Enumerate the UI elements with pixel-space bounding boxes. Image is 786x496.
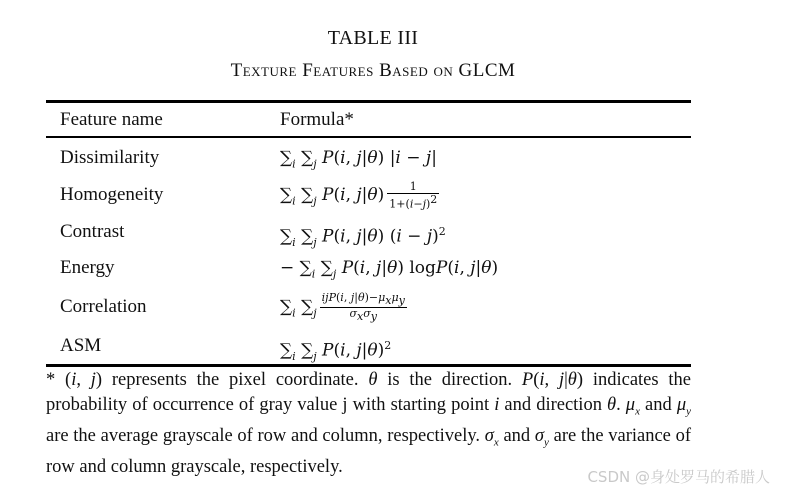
feature-formula: $\sum_i$ $\sum_j$ $\frac{ijP(i, j|\theta)-\mu_x\mu_y}{\sigma_x\sigma_y}$	[280, 291, 405, 324]
table-row	[0, 331, 746, 364]
feature-name: Contrast	[60, 221, 125, 242]
feature-name: ASM	[60, 335, 102, 356]
feature-name: Correlation	[60, 296, 147, 317]
feature-name: Energy	[60, 257, 115, 278]
csdn-watermark: CSDN @身处罗马的希腊人	[587, 468, 770, 486]
table-row	[0, 217, 746, 250]
header-formula: Formula*	[280, 109, 354, 130]
feature-formula: − $\sum_i$ $\sum_j$ P(i, j|θ) logP(i, j|θ)	[280, 258, 499, 281]
table-row	[0, 253, 746, 283]
top-rule	[46, 100, 691, 103]
feature-name: Homogeneity	[60, 184, 164, 205]
bottom-rule	[46, 364, 691, 367]
feature-formula: $\sum_i$ $\sum_j$ P(i, j|θ) $\frac{1}{1+(i-j)^2}$	[280, 179, 438, 211]
feature-formula: $\sum_i$ $\sum_j$ P(i, j|θ) |i − j|	[280, 148, 437, 171]
header-rule	[46, 136, 691, 138]
feature-formula: $\sum_i$ $\sum_j$ P(i, j|θ) $(i - j)^2$	[280, 225, 446, 250]
table-footnote: * (i, j) represents the pixel coordinate. θ is the direction. P(i, j|θ) indicates the probability of occurrence of gray value j with starting point i and direction θ. $\mu_x$ and $\mu_y$ are the average grayscale of row and column, respectively. $\sigma_x$ and $\sigma_y$ are the variance of row and column grayscale, respectively.	[46, 370, 692, 477]
table-header-row	[0, 105, 746, 135]
feature-formula: $\sum_i$ $\sum_j$ P(i, j|θ)$^2$	[280, 339, 392, 364]
feature-name: Dissimilarity	[60, 147, 160, 168]
table-caption: Texture Features Based on GLCM	[230, 60, 516, 81]
table-row	[0, 292, 746, 322]
table-row	[0, 143, 746, 173]
table-number: TABLE III	[327, 27, 419, 49]
header-feature-name: Feature name	[60, 109, 163, 130]
table-row	[0, 180, 746, 210]
